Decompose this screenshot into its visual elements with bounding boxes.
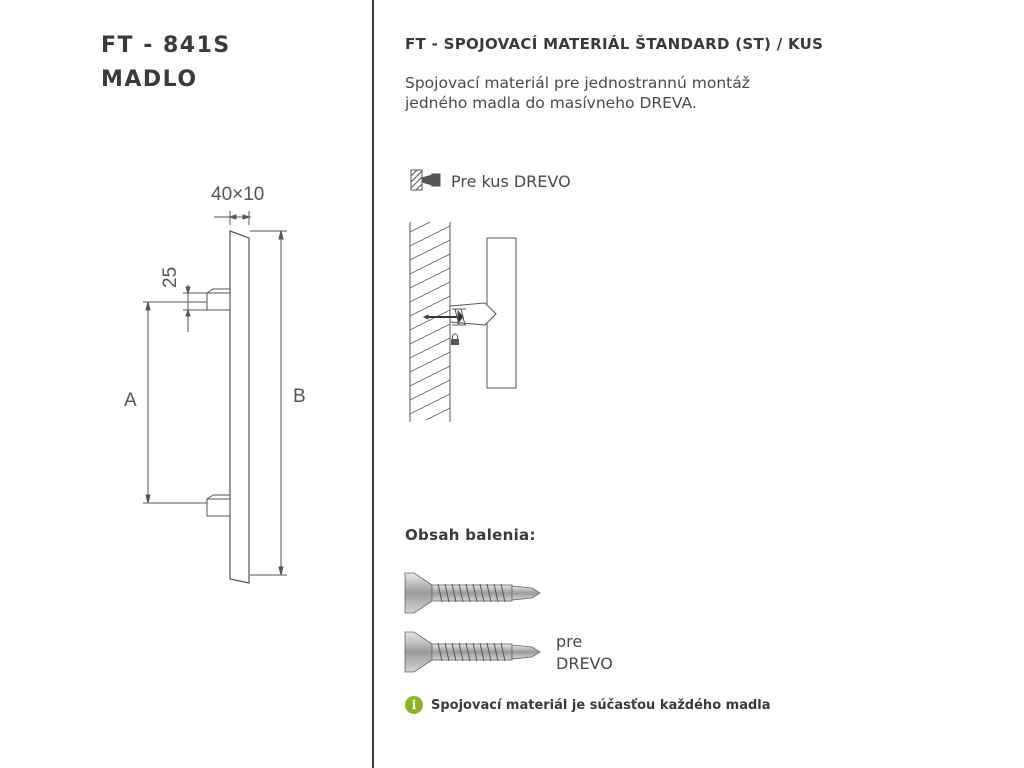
info-note: Spojovací materiál je súčasťou každého madla bbox=[431, 698, 771, 713]
screw-label-line2: DREVO bbox=[556, 654, 613, 673]
material-heading: FT - SPOJOVACÍ MATERIÁL ŠTANDARD (ST) / KUS bbox=[405, 35, 824, 53]
info-icon: i bbox=[405, 696, 423, 714]
material-description-line2: jedného madla do masívneho DREVA. bbox=[405, 94, 697, 112]
material-description-line1: Spojovací materiál pre jednostrannú montáž bbox=[405, 74, 750, 92]
screw-1-icon bbox=[405, 573, 540, 613]
screw-label-line1: pre bbox=[556, 632, 583, 651]
dimension-b-label: B bbox=[293, 386, 306, 407]
product-code: FT - 841S bbox=[101, 33, 231, 58]
mount-label: Pre kus DREVO bbox=[451, 172, 571, 191]
dimension-a-label: A bbox=[124, 390, 137, 411]
product-name: MADLO bbox=[101, 67, 198, 92]
screw-2-icon bbox=[405, 632, 540, 672]
dimension-profile: 40×10 bbox=[211, 184, 265, 205]
dimension-offset: 25 bbox=[160, 266, 181, 288]
package-heading: Obsah balenia: bbox=[405, 526, 536, 544]
